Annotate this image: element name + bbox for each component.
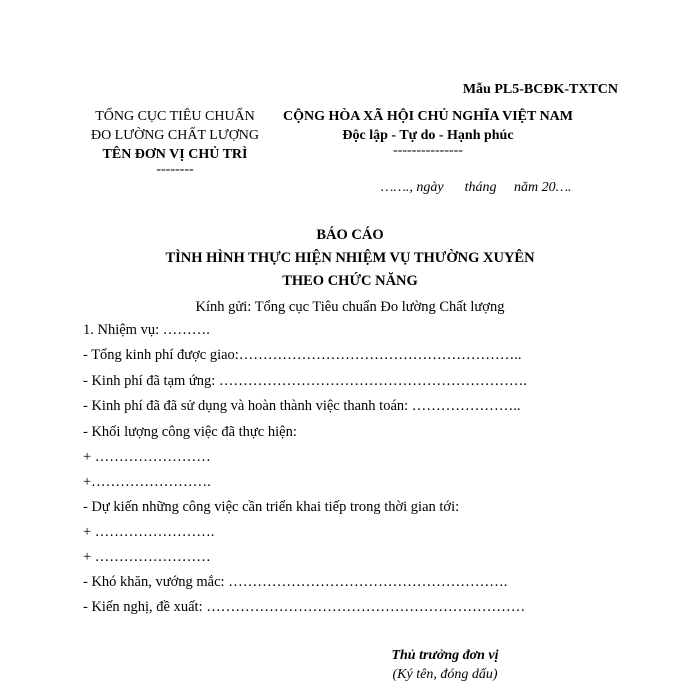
planned-work-item: + ……………………: [83, 549, 211, 565]
report-title: [100, 224, 600, 293]
unit-name: TÊN ĐƠN VỊ CHỦ TRÌ: [102, 147, 248, 162]
recipient-line: Kính gửi: Tổng cục Tiêu chuẩn Đo lường Chất lượng: [195, 299, 505, 315]
signature-block: [365, 646, 525, 684]
advanced-budget-line: - Kinh phí đã tạm ứng: ……………………………………………………….: [83, 373, 528, 389]
agency-name-line1: TỔNG CỤC TIÊU CHUẨN: [95, 109, 255, 124]
national-motto: Độc lập - Tự do - Hạnh phúc: [342, 128, 514, 143]
left-header: [70, 107, 280, 176]
form-code: Mẫu PL5-BCĐK-TXTCN: [462, 82, 618, 97]
total-budget-line: - Tổng kinh phí được giao:…………………………………………………..: [83, 347, 522, 363]
work-done-item: + ……………………: [83, 449, 211, 465]
used-budget-line: - Kinh phí đã đã sử dụng và hoàn thành việc thanh toán: …………………..: [83, 398, 521, 414]
right-header-divider: ---------------: [393, 143, 463, 158]
task-line: 1. Nhiệm vụ: ……….: [83, 322, 210, 338]
right-header: [268, 107, 588, 157]
left-header-divider: --------: [156, 162, 194, 177]
title-line2: TÌNH HÌNH THỰC HIỆN NHIỆM VỤ THƯỜNG XUYÊN: [165, 250, 535, 266]
signature-note: (Ký tên, đóng dấu): [392, 667, 498, 682]
work-done-item: +…………………….: [83, 474, 211, 490]
difficulties-line: - Khó khăn, vướng mắc: ………………………………………………….: [83, 574, 508, 590]
title-line1: BÁO CÁO: [316, 227, 384, 243]
title-line3: THEO CHỨC NĂNG: [282, 273, 418, 289]
signer-title: Thủ trưởng đơn vị: [391, 648, 499, 663]
country-name: CỘNG HÒA XÃ HỘI CHỦ NGHĨA VIỆT NAM: [282, 109, 573, 124]
date-line: ……., ngày tháng năm 20….: [381, 180, 572, 195]
agency-name-line2: ĐO LƯỜNG CHẤT LƯỢNG: [90, 128, 260, 143]
work-done-line: - Khối lượng công việc đã thực hiện:: [83, 424, 297, 440]
planned-work-line: - Dự kiến những công việc cần triển khai tiếp trong thời gian tới:: [83, 499, 460, 515]
proposals-line: - Kiến nghị, đề xuất: …………………………………………………………: [83, 599, 526, 615]
planned-work-item: + …………………….: [83, 524, 215, 540]
